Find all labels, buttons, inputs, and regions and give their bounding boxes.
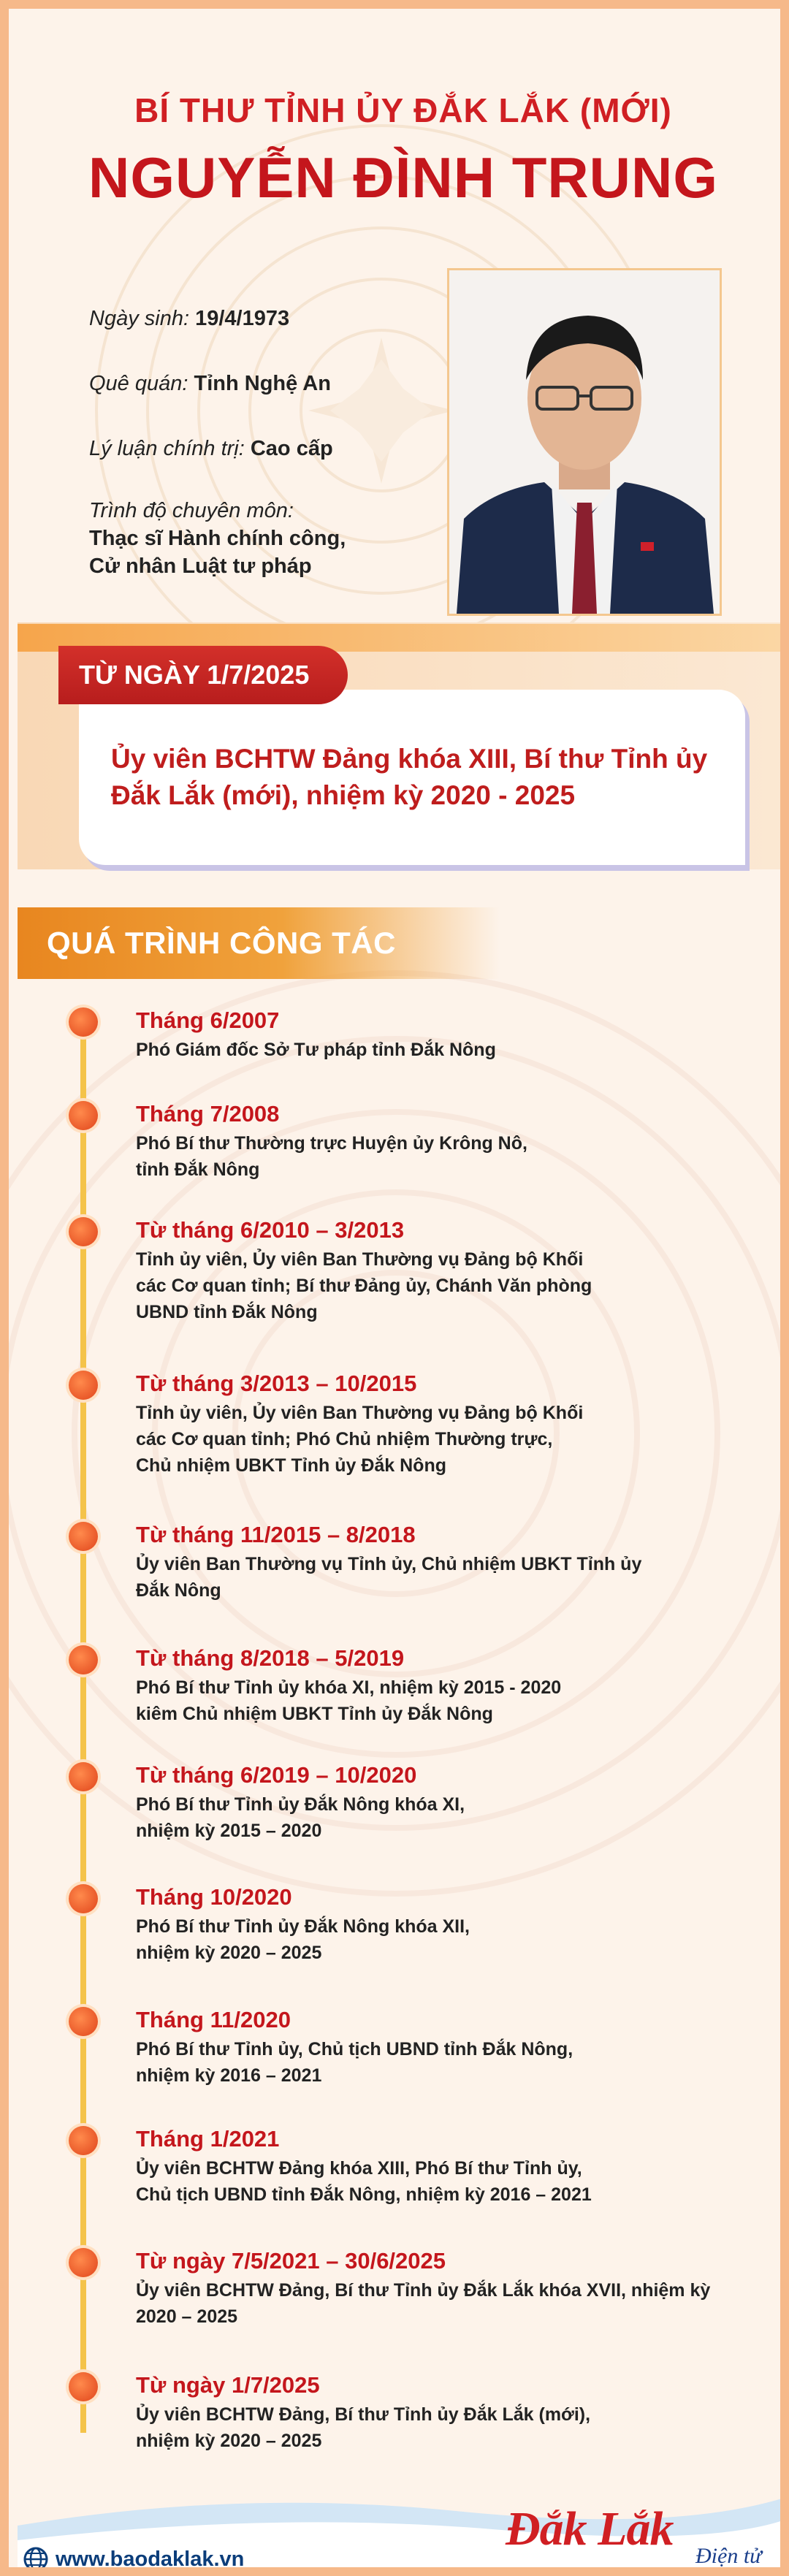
globe-icon — [23, 2547, 48, 2572]
timeline-description-line: Ủy viên Ban Thường vụ Tỉnh ủy, Chủ nhiệm UBKT Tỉnh ủy — [136, 1554, 642, 1574]
politics-value: Cao cấp — [250, 437, 333, 460]
section-title-career: QUÁ TRÌNH CÔNG TÁC — [18, 907, 500, 979]
timeline-description-line: Phó Bí thư Tỉnh ủy Đắk Nông khóa XII, — [136, 1916, 470, 1937]
current-role-card — [79, 690, 745, 865]
timeline-description-line: nhiệm kỳ 2015 – 2020 — [136, 1821, 322, 1841]
timeline-dot-icon — [69, 2007, 98, 2036]
headline-position: BÍ THƯ TỈNH ỦY ĐẮK LẮK (MỚI) — [134, 91, 672, 129]
timeline-dot-icon — [69, 1884, 98, 1913]
timeline-date: Từ tháng 8/2018 – 5/2019 — [136, 1645, 405, 1671]
timeline-dot-icon — [69, 1762, 98, 1791]
timeline-description-line: Phó Bí thư Tỉnh ủy Đắk Nông khóa XI, — [136, 1794, 465, 1815]
timeline-description-line: Chủ nhiệm UBKT Tỉnh ủy Đắk Nông — [136, 1455, 446, 1476]
birth-row — [89, 305, 289, 332]
timeline-description-line: Ủy viên BCHTW Đảng, Bí thư Tỉnh ủy Đắk Lắk (mới), — [136, 2404, 591, 2425]
timeline-description-line: Phó Bí thư Tỉnh ủy khóa XI, nhiệm kỳ 2015 - 2020 — [136, 1677, 562, 1698]
timeline-description-line: 2020 – 2025 — [136, 2306, 238, 2327]
hometown-value: Tỉnh Nghệ An — [194, 372, 331, 395]
timeline-description — [136, 2155, 764, 2208]
timeline-date: Từ tháng 6/2010 – 3/2013 — [136, 1217, 405, 1243]
timeline-description-line: Phó Bí thư Tỉnh ủy, Chủ tịch UBND tỉnh Đắk Nông, — [136, 2039, 573, 2059]
footer-url-text: www.baodaklak.vn — [56, 2547, 245, 2571]
timeline-description — [136, 1674, 764, 1727]
timeline-description-line: Ủy viên BCHTW Đảng, Bí thư Tỉnh ủy Đắk Lắk khóa XVII, nhiệm kỳ — [136, 2280, 711, 2301]
timeline-description-line: nhiệm kỳ 2020 – 2025 — [136, 1943, 322, 1963]
headline-name: NGUYỄN ĐÌNH TRUNG — [88, 145, 718, 210]
timeline-description-line: UBND tỉnh Đắk Nông — [136, 1302, 318, 1322]
current-role-line2: Đắk Lắk (mới), nhiệm kỳ 2020 - 2025 — [111, 780, 576, 810]
timeline-description-line: các Cơ quan tỉnh; Bí thư Đảng ủy, Chánh Văn phòng — [136, 1276, 592, 1296]
timeline-date: Từ tháng 3/2013 – 10/2015 — [136, 1371, 417, 1396]
timeline-description — [136, 1037, 764, 1063]
timeline-description — [136, 2036, 764, 2089]
timeline-date: Từ tháng 6/2019 – 10/2020 — [136, 1762, 417, 1788]
timeline-dot-icon — [69, 2126, 98, 2155]
timeline-description — [136, 1130, 764, 1183]
timeline-description — [136, 1400, 764, 1479]
timeline-description — [136, 2401, 764, 2454]
timeline-description-line: nhiệm kỳ 2020 – 2025 — [136, 2431, 322, 2451]
degree-row — [89, 497, 346, 580]
degree-label: Trình độ chuyên môn: — [89, 499, 294, 522]
timeline-date: Từ ngày 1/7/2025 — [136, 2372, 320, 2398]
timeline-description-line: nhiệm kỳ 2016 – 2021 — [136, 2065, 322, 2086]
timeline-dot-icon — [69, 1645, 98, 1674]
timeline-date: Tháng 1/2021 — [136, 2126, 280, 2152]
timeline-date: Tháng 10/2020 — [136, 1884, 292, 1910]
timeline-description-line: Phó Giám đốc Sở Tư pháp tỉnh Đắk Nông — [136, 1040, 496, 1060]
timeline-dot-icon — [69, 1371, 98, 1400]
birth-value: 19/4/1973 — [195, 307, 290, 330]
timeline-dot-icon — [69, 1101, 98, 1130]
current-date-pill: TỪ NGÀY 1/7/2025 — [58, 646, 348, 704]
timeline-description-line: các Cơ quan tỉnh; Phó Chủ nhiệm Thường trực, — [136, 1429, 553, 1449]
timeline-description-line: Chủ tịch UBND tỉnh Đắk Nông, nhiệm kỳ 2016 – 2021 — [136, 2184, 592, 2205]
footer-url-link[interactable] — [23, 2547, 244, 2572]
timeline-date: Tháng 6/2007 — [136, 1007, 280, 1033]
timeline-dot-icon — [69, 2248, 98, 2277]
politics-label: Lý luận chính trị: — [89, 437, 245, 460]
brand-logo: Đắk Lắk — [506, 2502, 674, 2556]
timeline-description-line: Ủy viên BCHTW Đảng khóa XIII, Phó Bí thư Tỉnh ủy, — [136, 2158, 582, 2179]
hometown-row — [89, 370, 331, 397]
timeline-dot-icon — [69, 1007, 98, 1037]
timeline-date: Tháng 11/2020 — [136, 2007, 291, 2032]
politics-row — [89, 435, 333, 462]
timeline-date: Từ ngày 7/5/2021 – 30/6/2025 — [136, 2248, 446, 2274]
degree-value-1: Thạc sĩ Hành chính công, — [89, 527, 346, 550]
timeline-description — [136, 1551, 764, 1604]
degree-value-2: Cử nhân Luật tư pháp — [89, 555, 312, 578]
timeline-description-line: Đắk Nông — [136, 1580, 221, 1601]
timeline-dot-icon — [69, 1522, 98, 1551]
timeline-dot-icon — [69, 1217, 98, 1246]
timeline-description — [136, 2277, 764, 2330]
timeline-description — [136, 1791, 764, 1844]
timeline-description-line: tỉnh Đắk Nông — [136, 1159, 260, 1180]
timeline-description-line: Tỉnh ủy viên, Ủy viên Ban Thường vụ Đảng bộ Khối — [136, 1249, 584, 1270]
person-portrait-icon — [449, 270, 720, 614]
timeline-dot-icon — [69, 2372, 98, 2401]
portrait-photo — [447, 268, 722, 616]
timeline-description-line: Phó Bí thư Thường trực Huyện ủy Krông Nô, — [136, 1133, 527, 1154]
birth-label: Ngày sinh: — [89, 307, 190, 330]
brand-logo-sub: Điện tử — [695, 2544, 762, 2568]
timeline-date: Tháng 7/2008 — [136, 1101, 280, 1127]
hometown-label: Quê quán: — [89, 372, 188, 395]
timeline-description-line: Tỉnh ủy viên, Ủy viên Ban Thường vụ Đảng bộ Khối — [136, 1403, 584, 1423]
current-role-line1: Ủy viên BCHTW Đảng khóa XIII, Bí thư Tỉnh ủy — [111, 744, 708, 774]
timeline-description-line: kiêm Chủ nhiệm UBKT Tỉnh ủy Đắk Nông — [136, 1704, 493, 1724]
timeline-description — [136, 1246, 764, 1325]
timeline-date: Từ tháng 11/2015 – 8/2018 — [136, 1522, 416, 1547]
timeline-description — [136, 1913, 764, 1966]
